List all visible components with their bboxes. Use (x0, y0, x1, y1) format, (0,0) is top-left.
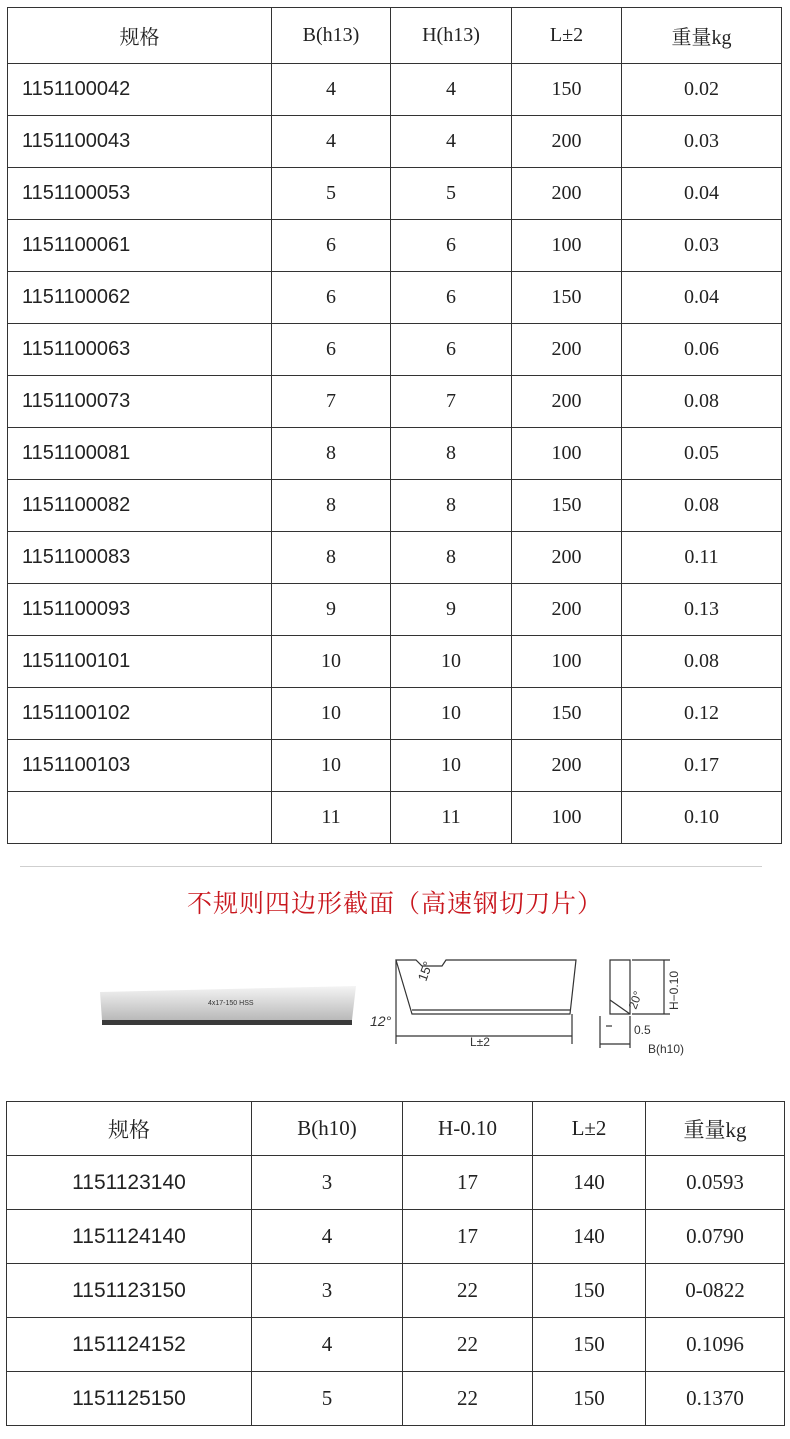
cell-spec: 1151100083 (8, 532, 272, 584)
cell-l: 200 (512, 168, 622, 220)
cell-spec: 1151125150 (7, 1372, 252, 1426)
table-row (7, 1264, 785, 1318)
cell-h: 5 (391, 168, 512, 220)
cell-spec: 1151100062 (8, 272, 272, 324)
cell-weight: 0.03 (622, 116, 782, 168)
cell-h: 17 (403, 1156, 533, 1210)
angle-side-label: 20° (625, 989, 646, 1012)
table-row (8, 272, 782, 324)
angle-top-label: 15° (414, 959, 436, 984)
cell-l: 200 (512, 532, 622, 584)
table-row (8, 688, 782, 740)
cell-weight: 0.13 (622, 584, 782, 636)
cell-b: 5 (252, 1372, 403, 1426)
cell-spec: 1151100043 (8, 116, 272, 168)
header-cell-b: B(h13) (272, 8, 391, 64)
cell-weight: 0.04 (622, 168, 782, 220)
tool-bit-marking: 4x17-150 HSS (208, 1000, 254, 1007)
cross-section-drawing (360, 948, 700, 1063)
angle-left-label: 12° (370, 1013, 392, 1029)
table-row (8, 636, 782, 688)
section-title: 不规则四边形截面（高速钢切刀片） (186, 889, 603, 918)
cell-b: 11 (272, 792, 391, 844)
cell-l: 140 (533, 1210, 646, 1264)
length-label: L±2 (470, 1035, 490, 1049)
cell-h: 6 (391, 324, 512, 376)
cell-b: 10 (272, 740, 391, 792)
cell-weight: 0.17 (622, 740, 782, 792)
cell-weight: 0.0593 (646, 1156, 785, 1210)
header-cell-weight: 重量kg (646, 1102, 785, 1156)
cell-weight: 0.10 (622, 792, 782, 844)
cell-h: 8 (391, 532, 512, 584)
cell-l: 100 (512, 220, 622, 272)
cell-b: 6 (272, 272, 391, 324)
height-label: H−0.10 (667, 970, 681, 1010)
cell-b: 9 (272, 584, 391, 636)
cell-h: 22 (403, 1318, 533, 1372)
cell-h: 17 (403, 1210, 533, 1264)
cell-weight: 0.03 (622, 220, 782, 272)
cell-l: 150 (512, 688, 622, 740)
spec-table-square-body (8, 8, 782, 844)
cell-h: 6 (391, 272, 512, 324)
width-label: B(h10) (648, 1042, 685, 1056)
offset-label: 0.5 (634, 1023, 651, 1037)
cell-spec: 1151100082 (8, 480, 272, 532)
header-cell-weight: 重量kg (622, 8, 782, 64)
cell-spec: 1151100093 (8, 584, 272, 636)
cell-b: 4 (252, 1210, 403, 1264)
cell-b: 7 (272, 376, 391, 428)
cell-weight: 0.1370 (646, 1372, 785, 1426)
cell-h: 10 (391, 688, 512, 740)
cell-spec: 1151100061 (8, 220, 272, 272)
cell-h: 22 (403, 1264, 533, 1318)
cell-spec: 1151100081 (8, 428, 272, 480)
cell-b: 5 (272, 168, 391, 220)
cell-spec (8, 792, 272, 844)
cell-b: 6 (272, 220, 391, 272)
table-row (8, 324, 782, 376)
cell-weight: 0.05 (622, 428, 782, 480)
cell-l: 100 (512, 792, 622, 844)
table-row (8, 428, 782, 480)
cell-weight: 0.04 (622, 272, 782, 324)
cell-h: 9 (391, 584, 512, 636)
cell-h: 8 (391, 480, 512, 532)
cell-b: 3 (252, 1156, 403, 1210)
cell-h: 7 (391, 376, 512, 428)
cell-b: 8 (272, 428, 391, 480)
cell-weight: 0.08 (622, 376, 782, 428)
cell-h: 6 (391, 220, 512, 272)
table-row (8, 480, 782, 532)
cell-b: 6 (272, 324, 391, 376)
cell-b: 4 (272, 116, 391, 168)
cell-weight: 0.06 (622, 324, 782, 376)
header-cell-spec: 规格 (8, 8, 272, 64)
cell-weight: 0.11 (622, 532, 782, 584)
cell-l: 150 (533, 1264, 646, 1318)
cell-spec: 1151100102 (8, 688, 272, 740)
cell-weight: 0.1096 (646, 1318, 785, 1372)
header-cell-spec: 规格 (7, 1102, 252, 1156)
cell-weight: 0.08 (622, 636, 782, 688)
header-cell-b: B(h10) (252, 1102, 403, 1156)
cell-l: 150 (512, 480, 622, 532)
table-row (8, 376, 782, 428)
cell-b: 10 (272, 636, 391, 688)
cell-h: 4 (391, 64, 512, 116)
table-row (8, 116, 782, 168)
cell-l: 200 (512, 324, 622, 376)
cell-spec: 1151124152 (7, 1318, 252, 1372)
cell-spec: 1151100063 (8, 324, 272, 376)
spec-table-irregular (6, 1101, 785, 1426)
header-cell-h: H(h13) (391, 8, 512, 64)
cell-spec: 1151100042 (8, 64, 272, 116)
header-cell-l: L±2 (512, 8, 622, 64)
cell-b: 10 (272, 688, 391, 740)
table-row (7, 1318, 785, 1372)
cell-h: 8 (391, 428, 512, 480)
cell-l: 150 (533, 1372, 646, 1426)
cell-l: 150 (512, 272, 622, 324)
section-divider (20, 866, 762, 867)
table-row (8, 220, 782, 272)
cell-l: 150 (533, 1318, 646, 1372)
cell-weight: 0.02 (622, 64, 782, 116)
cell-l: 200 (512, 376, 622, 428)
table-row (8, 532, 782, 584)
cell-spec: 1151124140 (7, 1210, 252, 1264)
table-row (8, 792, 782, 844)
header-cell-l: L±2 (533, 1102, 646, 1156)
cell-b: 8 (272, 532, 391, 584)
cell-l: 140 (533, 1156, 646, 1210)
table-row (8, 64, 782, 116)
tool-bit-edge (102, 1020, 352, 1025)
cell-h: 10 (391, 740, 512, 792)
table-header-row (8, 8, 782, 64)
cell-weight: 0-0822 (646, 1264, 785, 1318)
table-row (8, 584, 782, 636)
spec-table-irregular-body (7, 1102, 785, 1426)
cell-b: 3 (252, 1264, 403, 1318)
cell-spec: 1151123140 (7, 1156, 252, 1210)
cell-spec: 1151123150 (7, 1264, 252, 1318)
cell-weight: 0.08 (622, 480, 782, 532)
cell-spec: 1151100103 (8, 740, 272, 792)
cell-l: 200 (512, 584, 622, 636)
cell-b: 4 (272, 64, 391, 116)
table-row (7, 1372, 785, 1426)
cell-b: 4 (252, 1318, 403, 1372)
cell-h: 22 (403, 1372, 533, 1426)
cell-spec: 1151100053 (8, 168, 272, 220)
cell-weight: 0.0790 (646, 1210, 785, 1264)
cell-l: 100 (512, 428, 622, 480)
cell-h: 11 (391, 792, 512, 844)
table-row (8, 168, 782, 220)
cell-l: 100 (512, 636, 622, 688)
cell-h: 4 (391, 116, 512, 168)
header-cell-h: H-0.10 (403, 1102, 533, 1156)
cell-l: 200 (512, 116, 622, 168)
cell-weight: 0.12 (622, 688, 782, 740)
cell-spec: 1151100101 (8, 636, 272, 688)
spec-table-square (7, 7, 782, 844)
table-row (7, 1210, 785, 1264)
cell-b: 8 (272, 480, 391, 532)
cell-spec: 1151100073 (8, 376, 272, 428)
table-row (7, 1156, 785, 1210)
cell-l: 200 (512, 740, 622, 792)
cell-h: 10 (391, 636, 512, 688)
table-header-row (7, 1102, 785, 1156)
table-row (8, 740, 782, 792)
cell-l: 150 (512, 64, 622, 116)
tool-bit-photo (98, 980, 360, 1028)
